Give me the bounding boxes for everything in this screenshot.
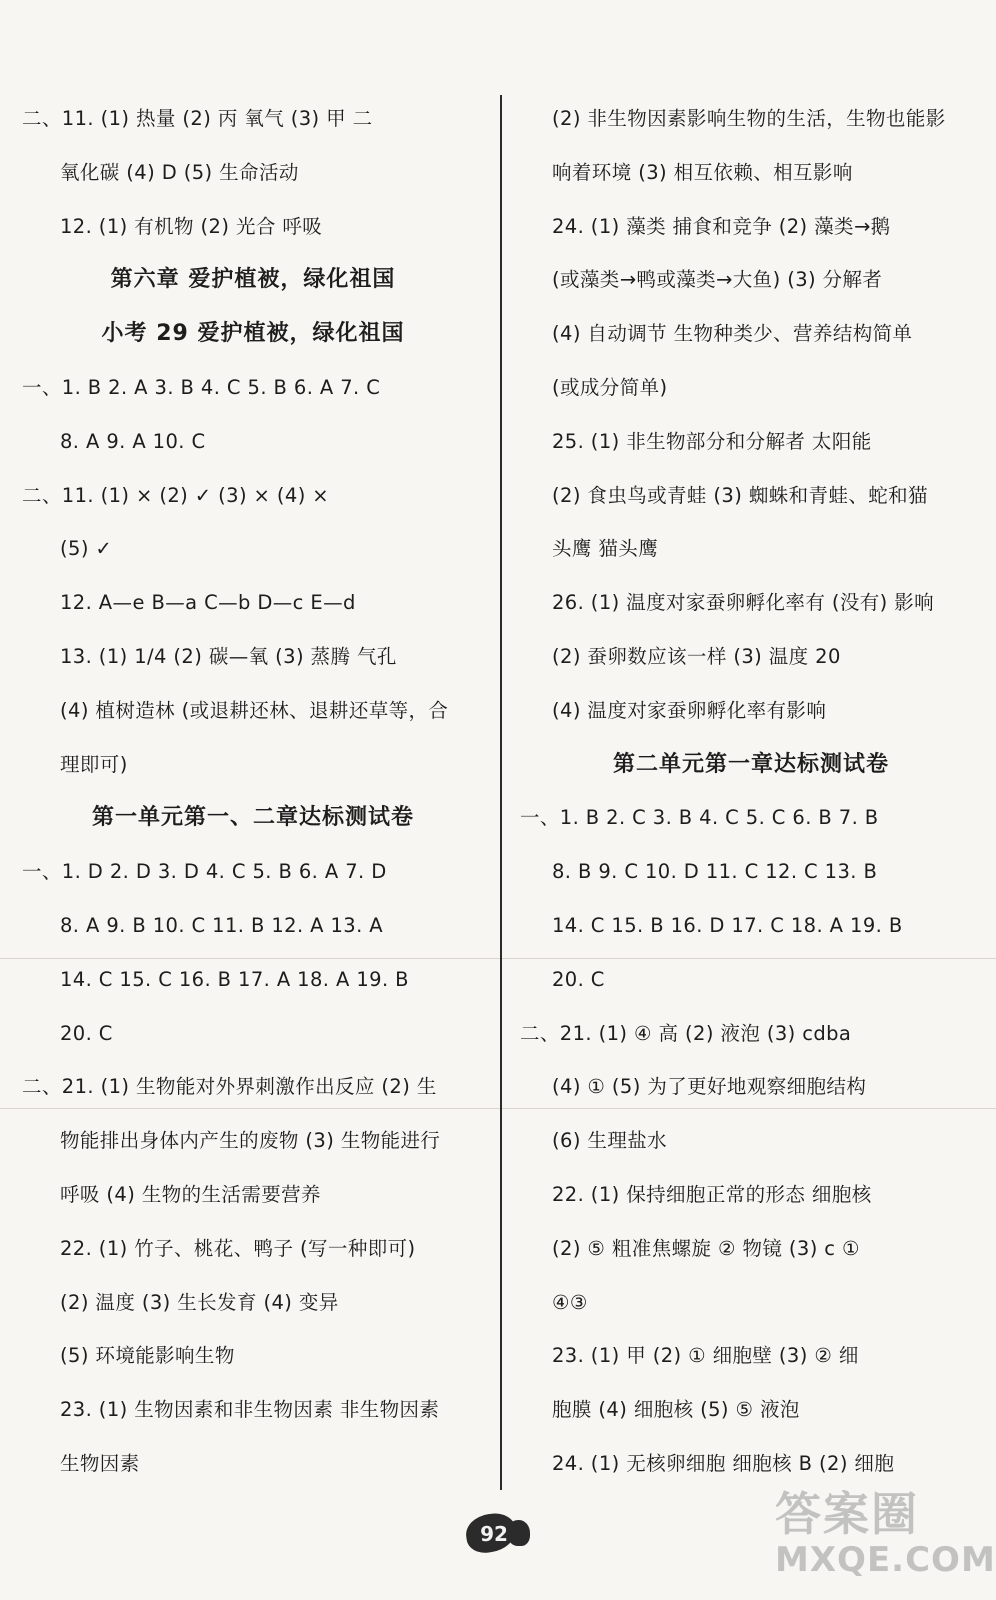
right-answer-line: (2) 非生物因素影响生物的生活，生物也能影 [552, 107, 946, 130]
left-answer-line: 呼吸 (4) 生物的生活需要营养 [60, 1182, 321, 1206]
left-answer-line: 一、1. D 2. D 3. D 4. C 5. B 6. A 7. D [22, 860, 387, 884]
right-answer-line: ④③ [552, 1290, 588, 1314]
left-answer-line: 物能排出身体内产生的废物 (3) 生物能进行 [60, 1129, 441, 1153]
right-answer-line: (2) 蚕卵数应该一样 (3) 温度 20 [552, 644, 841, 668]
right-answer-line: 8. B 9. C 10. D 11. C 12. C 13. B [552, 860, 878, 884]
left-answer-line: 8. A 9. B 10. C 11. B 12. A 13. A [60, 913, 384, 937]
column-divider [500, 95, 502, 1490]
right-answer-line: 24. (1) 藻类 捕食和竞争 (2) 藻类→鹅 [552, 214, 891, 238]
right-answer-line: (或成分简单) [552, 375, 668, 399]
right-answer-line: 20. C [552, 967, 605, 991]
right-answer-line: 头鹰 猫头鹰 [552, 537, 659, 561]
right-answer-line: 一、1. B 2. C 3. B 4. C 5. C 6. B 7. B [520, 806, 879, 830]
right-answer-line: 24. (1) 无核卵细胞 细胞核 B (2) 细胞 [552, 1451, 895, 1475]
right-column [520, 92, 982, 1491]
left-answer-line: 8. A 9. A 10. C [60, 429, 206, 453]
left-answer-line: 氧化碳 (4) D (5) 生命活动 [60, 160, 299, 184]
page-number-badge [456, 1510, 536, 1560]
right-answer-line: (或藻类→鸭或藻类→大鱼) (3) 分解者 [552, 268, 883, 292]
right-answer-line: (4) 自动调节 生物种类少、营养结构简单 [552, 322, 913, 346]
left-answer-line: (5) 环境能影响生物 [60, 1344, 235, 1368]
right-answer-line: (2) ⑤ 粗准焦螺旋 ② 物镜 (3) c ① [552, 1236, 860, 1260]
right-answer-line: 14. C 15. B 16. D 17. C 18. A 19. B [552, 913, 903, 937]
left-answer-line: 一、1. B 2. A 3. B 4. C 5. B 6. A 7. C [22, 375, 381, 399]
left-answer-line: (5) ✓ [60, 537, 113, 561]
left-answer-line: 22. (1) 竹子、桃花、鸭子 (写一种即可) [60, 1236, 416, 1260]
left-answer-line: 理即可) [60, 752, 128, 776]
right-answer-line: 响着环境 (3) 相互依赖、相互影响 [552, 160, 853, 184]
left-answer-line: (2) 温度 (3) 生长发育 (4) 变异 [60, 1290, 339, 1314]
left-answer-line: 23. (1) 生物因素和非生物因素 非生物因素 [60, 1398, 440, 1422]
left-answer-line: 13. (1) 1/4 (2) 碳—氧 (3) 蒸腾 气孔 [60, 644, 397, 668]
right-answer-line: 26. (1) 温度对家蚕卵孵化率有 (没有) 影响 [552, 591, 935, 615]
left-section-heading: 第一单元第一、二章达标测试卷 [91, 805, 414, 831]
left-answer-line: 二、11. (1) × (2) ✓ (3) × (4) × [22, 483, 330, 507]
right-answer-line: (4) ① (5) 为了更好地观察细胞结构 [552, 1075, 867, 1099]
right-answer-line: 二、21. (1) ④ 高 (2) 液泡 (3) cdba [520, 1021, 852, 1045]
right-answer-line: 23. (1) 甲 (2) ① 细胞壁 (3) ② 细 [552, 1344, 859, 1368]
left-answer-line: 二、21. (1) 生物能对外界刺激作出反应 (2) 生 [22, 1075, 437, 1099]
left-answer-line: 20. C [60, 1021, 113, 1045]
right-answer-line: (4) 温度对家蚕卵孵化率有影响 [552, 698, 827, 722]
left-answer-line: 14. C 15. C 16. B 17. A 18. A 19. B [60, 967, 409, 991]
right-answer-line: 胞膜 (4) 细胞核 (5) ⑤ 液泡 [552, 1398, 800, 1422]
right-answer-line: 25. (1) 非生物部分和分解者 太阳能 [552, 429, 872, 453]
left-column [22, 92, 484, 1491]
left-answer-line: 12. (1) 有机物 (2) 光合 呼吸 [60, 214, 323, 238]
page-number: 92 [480, 1522, 508, 1546]
watermark-en: MXQE.COM [775, 1540, 996, 1580]
left-answer-line: 生物因素 [60, 1451, 140, 1475]
right-section-heading: 第二单元第一章达标测试卷 [612, 751, 889, 777]
left-answer-line: 12. A—e B—a C—b D—c E—d [60, 591, 356, 615]
left-answer-line: (4) 植树造林 (或退耕还林、退耕还草等，合 [60, 698, 449, 722]
right-answer-line: (6) 生理盐水 [552, 1129, 668, 1153]
left-section-heading: 小考 29 爱护植被，绿化祖国 [101, 321, 405, 347]
watermark [775, 1487, 996, 1588]
right-answer-line: 22. (1) 保持细胞正常的形态 细胞核 [552, 1182, 872, 1206]
left-answer-line: 二、11. (1) 热量 (2) 丙 氧气 (3) 甲 二 [22, 107, 373, 130]
right-answer-line: (2) 食虫鸟或青蛙 (3) 蜘蛛和青蛙、蛇和猫 [552, 483, 928, 507]
left-section-heading: 第六章 爱护植被，绿化祖国 [110, 267, 396, 293]
watermark-cn: 答案圈 [775, 1487, 919, 1541]
